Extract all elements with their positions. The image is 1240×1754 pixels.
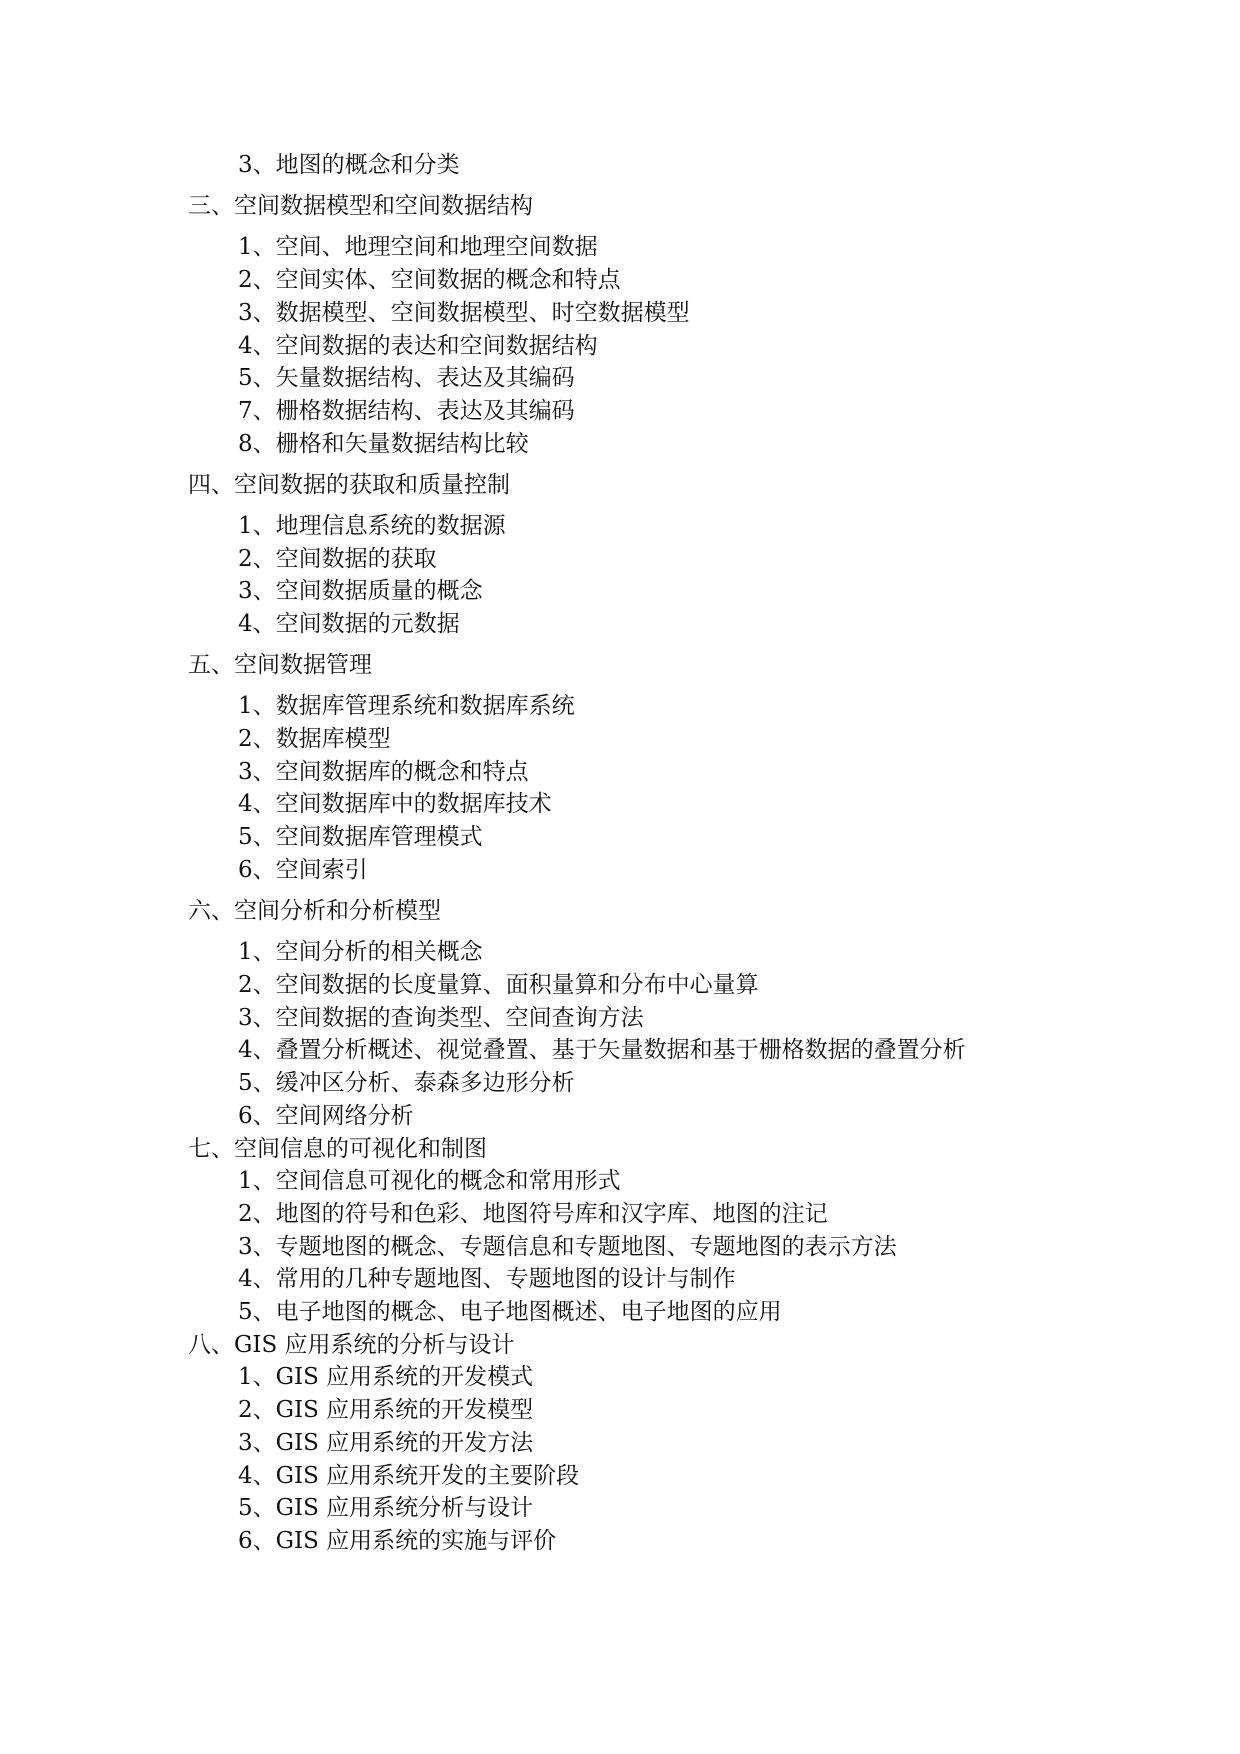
outline-item: 4、空间数据库中的数据库技术	[238, 791, 552, 817]
outline-item: 1、空间分析的相关概念	[238, 939, 483, 965]
outline-item: 3、地图的概念和分类	[238, 152, 460, 178]
outline-item: 1、GIS 应用系统的开发模式	[238, 1364, 534, 1390]
outline-item: 5、GIS 应用系统分析与设计	[238, 1495, 534, 1521]
outline-item: 1、空间、地理空间和地理空间数据	[238, 234, 598, 260]
outline-item: 5、电子地图的概念、电子地图概述、电子地图的应用	[238, 1299, 782, 1325]
outline-item: 3、专题地图的概念、专题信息和专题地图、专题地图的表示方法	[238, 1234, 897, 1260]
section-heading: 八、GIS 应用系统的分析与设计	[188, 1332, 515, 1358]
outline-item: 2、GIS 应用系统的开发模型	[238, 1397, 534, 1423]
section-heading: 五、空间数据管理	[188, 652, 372, 678]
outline-item: 5、缓冲区分析、泰森多边形分析	[238, 1070, 575, 1096]
outline-item: 2、空间数据的获取	[238, 546, 437, 572]
outline-item: 2、空间实体、空间数据的概念和特点	[238, 267, 621, 293]
outline-item: 5、矢量数据结构、表达及其编码	[238, 365, 575, 391]
section-heading: 三、空间数据模型和空间数据结构	[188, 193, 533, 219]
outline-item: 4、叠置分析概述、视觉叠置、基于矢量数据和基于栅格数据的叠置分析	[238, 1037, 966, 1063]
outline-item: 4、空间数据的表达和空间数据结构	[238, 333, 598, 359]
outline-item: 2、地图的符号和色彩、地图符号库和汉字库、地图的注记	[238, 1201, 828, 1227]
outline-item: 3、GIS 应用系统的开发方法	[238, 1430, 534, 1456]
section-heading: 六、空间分析和分析模型	[188, 898, 441, 924]
outline-item: 3、数据模型、空间数据模型、时空数据模型	[238, 300, 690, 326]
outline-item: 1、地理信息系统的数据源	[238, 513, 506, 539]
outline-item: 2、数据库模型	[238, 726, 391, 752]
outline-item: 6、空间网络分析	[238, 1103, 414, 1129]
outline-item: 4、常用的几种专题地图、专题地图的设计与制作	[238, 1266, 736, 1292]
outline-item: 6、空间索引	[238, 857, 368, 883]
outline-item: 1、空间信息可视化的概念和常用形式	[238, 1168, 621, 1194]
outline-item: 1、数据库管理系统和数据库系统	[238, 693, 575, 719]
outline-item: 6、GIS 应用系统的实施与评价	[238, 1528, 557, 1554]
outline-item: 4、空间数据的元数据	[238, 611, 460, 637]
section-heading: 七、空间信息的可视化和制图	[188, 1136, 487, 1162]
outline-item: 3、空间数据质量的概念	[238, 578, 483, 604]
outline-item: 2、空间数据的长度量算、面积量算和分布中心量算	[238, 972, 759, 998]
section-heading: 四、空间数据的获取和质量控制	[188, 472, 510, 498]
outline-item: 4、GIS 应用系统开发的主要阶段	[238, 1463, 580, 1489]
outline-item: 3、空间数据的查询类型、空间查询方法	[238, 1005, 644, 1031]
outline-item: 5、空间数据库管理模式	[238, 824, 483, 850]
outline-item: 8、栅格和矢量数据结构比较	[238, 431, 529, 457]
outline-item: 3、空间数据库的概念和特点	[238, 759, 529, 785]
outline-item: 7、栅格数据结构、表达及其编码	[238, 398, 575, 424]
